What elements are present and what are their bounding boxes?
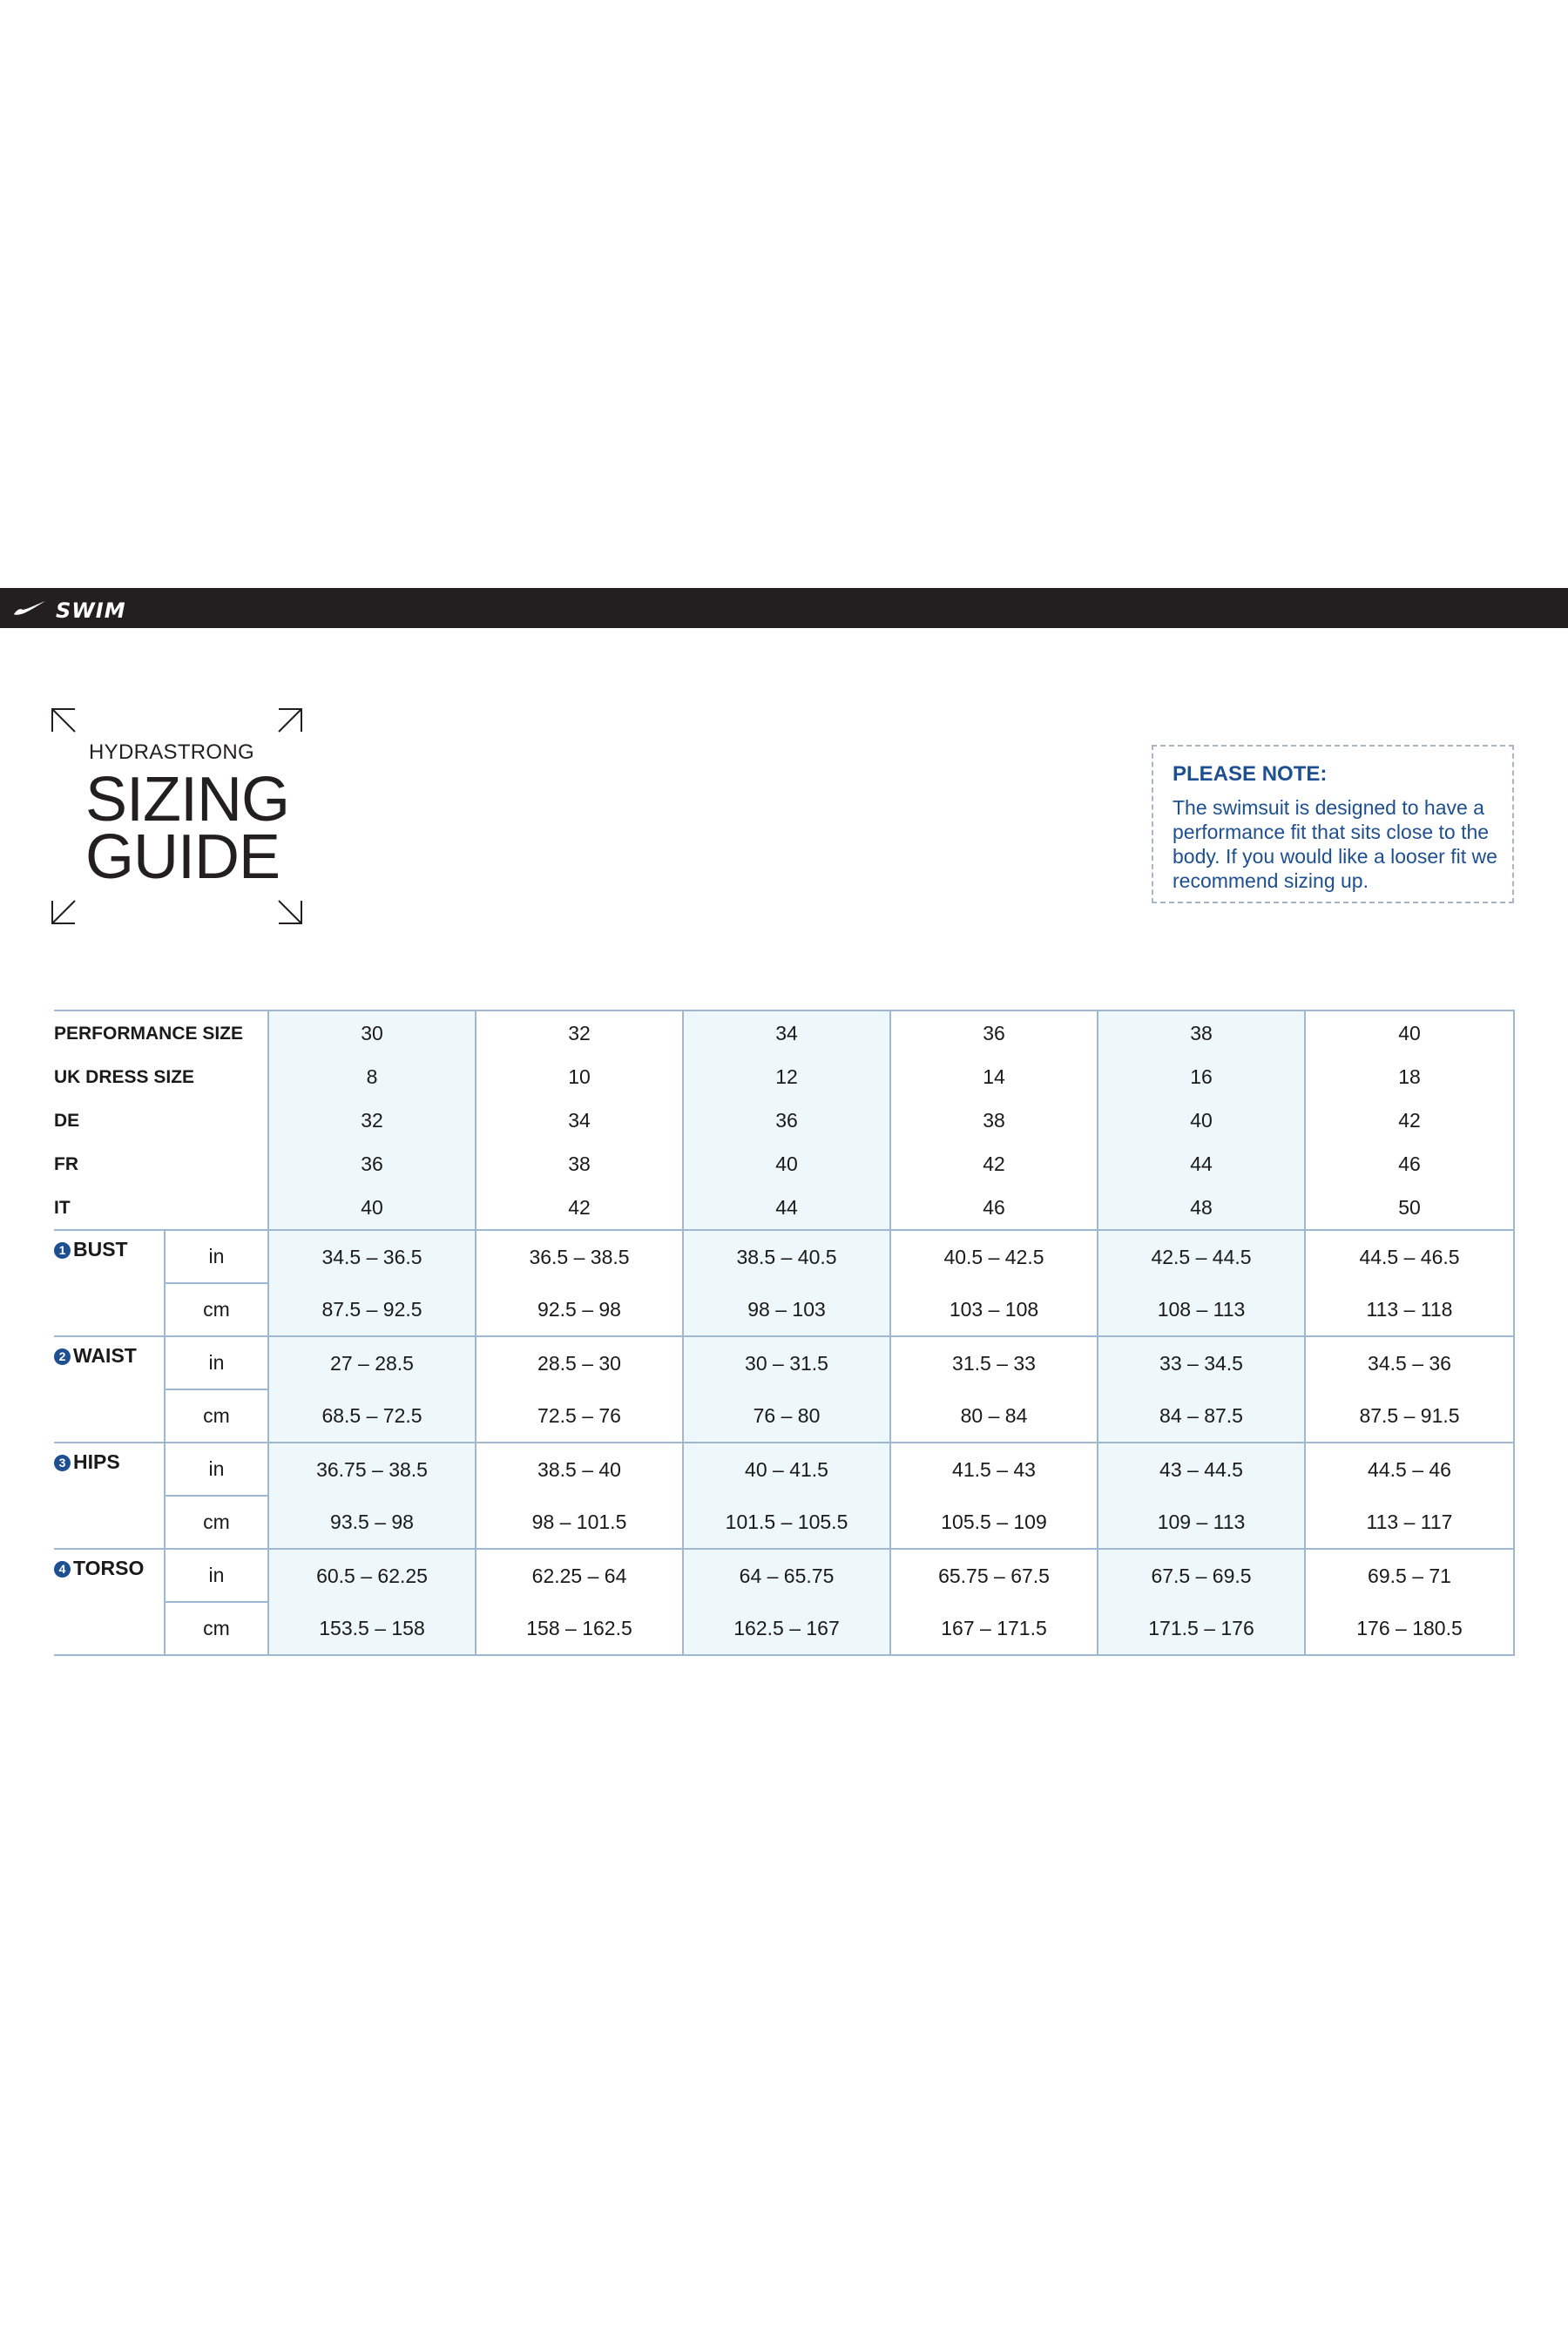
- table-cell: 34: [683, 1010, 890, 1055]
- table-cell: 16: [1098, 1055, 1305, 1098]
- unit-label-cm: cm: [165, 1389, 268, 1443]
- unit-label-cm: cm: [165, 1602, 268, 1655]
- table-cell: 32: [268, 1098, 476, 1142]
- table-cell: 40.5 – 42.5: [890, 1230, 1098, 1283]
- table-cell: 69.5 – 71: [1305, 1549, 1514, 1602]
- size-row: [54, 1010, 1514, 1055]
- table-cell: 44: [1098, 1142, 1305, 1186]
- table-cell: 33 – 34.5: [1098, 1336, 1305, 1389]
- unit-label-in: in: [165, 1549, 268, 1602]
- measurement-number-badge: 2: [54, 1348, 71, 1365]
- measurement-name: BUST: [73, 1238, 128, 1260]
- table-cell: 28.5 – 30: [476, 1336, 683, 1389]
- table-cell: 34: [476, 1098, 683, 1142]
- table-cell: 93.5 – 98: [268, 1496, 476, 1549]
- measurement-row-cm: [54, 1389, 1514, 1443]
- table-cell: 30: [268, 1010, 476, 1055]
- table-cell: 30 – 31.5: [683, 1336, 890, 1389]
- title-line-2: GUIDE: [85, 822, 280, 892]
- table-cell: 8: [268, 1055, 476, 1098]
- table-cell: 87.5 – 92.5: [268, 1283, 476, 1336]
- table-cell: 46: [890, 1186, 1098, 1230]
- table-cell: 46: [1305, 1142, 1514, 1186]
- table-cell: 80 – 84: [890, 1389, 1098, 1443]
- size-system-label: UK DRESS SIZE: [54, 1067, 195, 1087]
- measurement-number-badge: 1: [54, 1242, 71, 1259]
- unit-label-cm: cm: [165, 1283, 268, 1336]
- table-cell: 36.75 – 38.5: [268, 1443, 476, 1496]
- table-cell: 176 – 180.5: [1305, 1602, 1514, 1655]
- table-cell: 14: [890, 1055, 1098, 1098]
- table-cell: 162.5 – 167: [683, 1602, 890, 1655]
- table-cell: 113 – 118: [1305, 1283, 1514, 1336]
- table-cell: 34.5 – 36: [1305, 1336, 1514, 1389]
- table-cell: 98 – 101.5: [476, 1496, 683, 1549]
- table-cell: 158 – 162.5: [476, 1602, 683, 1655]
- size-system-label: DE: [54, 1111, 80, 1131]
- size-row: [54, 1142, 1514, 1186]
- table-cell: 38: [1098, 1010, 1305, 1055]
- unit-label-in: in: [165, 1443, 268, 1496]
- table-cell: 171.5 – 176: [1098, 1602, 1305, 1655]
- measurement-row-cm: [54, 1283, 1514, 1336]
- table-cell: 98 – 103: [683, 1283, 890, 1336]
- size-system-label: PERFORMANCE SIZE: [54, 1010, 268, 1055]
- table-cell: 84 – 87.5: [1098, 1389, 1305, 1443]
- measurement-label: [54, 1230, 165, 1336]
- table-cell: 67.5 – 69.5: [1098, 1549, 1305, 1602]
- table-cell: 87.5 – 91.5: [1305, 1389, 1514, 1443]
- table-cell: 38.5 – 40: [476, 1443, 683, 1496]
- table-cell: 38.5 – 40.5: [683, 1230, 890, 1283]
- measurement-row-cm: [54, 1602, 1514, 1655]
- measurement-row-in: [54, 1443, 1514, 1496]
- size-row: [54, 1098, 1514, 1142]
- table-cell: 103 – 108: [890, 1283, 1098, 1336]
- table-cell: 40: [268, 1186, 476, 1230]
- measurement-label: [54, 1549, 165, 1655]
- measurement-row-cm: [54, 1496, 1514, 1549]
- table-cell: 72.5 – 76: [476, 1389, 683, 1443]
- table-cell: 42.5 – 44.5: [1098, 1230, 1305, 1283]
- table-cell: 167 – 171.5: [890, 1602, 1098, 1655]
- table-cell: 113 – 117: [1305, 1496, 1514, 1549]
- table-cell: 36: [268, 1142, 476, 1186]
- table-cell: 76 – 80: [683, 1389, 890, 1443]
- size-row: [54, 1055, 1514, 1098]
- table-cell: 38: [890, 1098, 1098, 1142]
- please-note-box: [1152, 745, 1514, 903]
- table-cell: 153.5 – 158: [268, 1602, 476, 1655]
- table-cell: 43 – 44.5: [1098, 1443, 1305, 1496]
- note-title: PLEASE NOTE:: [1173, 762, 1328, 786]
- measurement-label: [54, 1443, 165, 1549]
- title-line-1: SIZING: [85, 765, 290, 835]
- table-cell: 40: [1305, 1010, 1514, 1055]
- table-cell: 18: [1305, 1055, 1514, 1098]
- table-cell: 36.5 – 38.5: [476, 1230, 683, 1283]
- table-cell: 92.5 – 98: [476, 1283, 683, 1336]
- table-cell: 10: [476, 1055, 683, 1098]
- table-cell: 40 – 41.5: [683, 1443, 890, 1496]
- measurement-row-in: [54, 1549, 1514, 1602]
- table-cell: 105.5 – 109: [890, 1496, 1098, 1549]
- measurement-row-in: [54, 1230, 1514, 1283]
- table-cell: 36: [890, 1010, 1098, 1055]
- table-cell: 44.5 – 46: [1305, 1443, 1514, 1496]
- table-cell: 31.5 – 33: [890, 1336, 1098, 1389]
- brand-header-bar: [0, 588, 1568, 628]
- table-cell: 41.5 – 43: [890, 1443, 1098, 1496]
- table-cell: 34.5 – 36.5: [268, 1230, 476, 1283]
- table-cell: 38: [476, 1142, 683, 1186]
- size-system-label: FR: [54, 1154, 78, 1174]
- note-text: The swimsuit is designed to have a performance fit that sits close to the body. If you would like a looser fit we recommend sizing up.: [1173, 796, 1497, 892]
- unit-label-cm: cm: [165, 1496, 268, 1549]
- table-cell: 64 – 65.75: [683, 1549, 890, 1602]
- measurement-label: [54, 1336, 165, 1443]
- table-cell: 109 – 113: [1098, 1496, 1305, 1549]
- table-cell: 42: [1305, 1098, 1514, 1142]
- table-cell: 27 – 28.5: [268, 1336, 476, 1389]
- measurement-number-badge: 3: [54, 1455, 71, 1471]
- table-cell: 60.5 – 62.25: [268, 1549, 476, 1602]
- measurement-name: WAIST: [73, 1344, 137, 1367]
- table-cell: 108 – 113: [1098, 1283, 1305, 1336]
- measurement-number-badge: 4: [54, 1561, 71, 1578]
- sizing-table: [54, 1010, 1515, 1656]
- table-cell: 101.5 – 105.5: [683, 1496, 890, 1549]
- table-cell: 68.5 – 72.5: [268, 1389, 476, 1443]
- unit-label-in: in: [165, 1230, 268, 1283]
- table-cell: 42: [476, 1186, 683, 1230]
- table-cell: 42: [890, 1142, 1098, 1186]
- table-cell: 50: [1305, 1186, 1514, 1230]
- unit-label-in: in: [165, 1336, 268, 1389]
- measurement-row-in: [54, 1336, 1514, 1389]
- table-cell: 36: [683, 1098, 890, 1142]
- table-cell: 40: [1098, 1098, 1305, 1142]
- product-name: HYDRASTRONG: [89, 740, 254, 764]
- size-row: [54, 1186, 1514, 1230]
- table-cell: 44: [683, 1186, 890, 1230]
- table-cell: 65.75 – 67.5: [890, 1549, 1098, 1602]
- nike-swim-logo: [12, 593, 152, 623]
- swim-wordmark: SWIM: [56, 598, 126, 623]
- size-system-label: IT: [54, 1198, 71, 1218]
- measurement-name: HIPS: [73, 1450, 120, 1473]
- table-cell: 12: [683, 1055, 890, 1098]
- table-cell: 40: [683, 1142, 890, 1186]
- table-cell: 32: [476, 1010, 683, 1055]
- swoosh-icon: [12, 593, 47, 623]
- table-cell: 44.5 – 46.5: [1305, 1230, 1514, 1283]
- table-cell: 48: [1098, 1186, 1305, 1230]
- measurement-name: TORSO: [73, 1557, 145, 1579]
- table-cell: 62.25 – 64: [476, 1549, 683, 1602]
- page-title: [85, 765, 290, 892]
